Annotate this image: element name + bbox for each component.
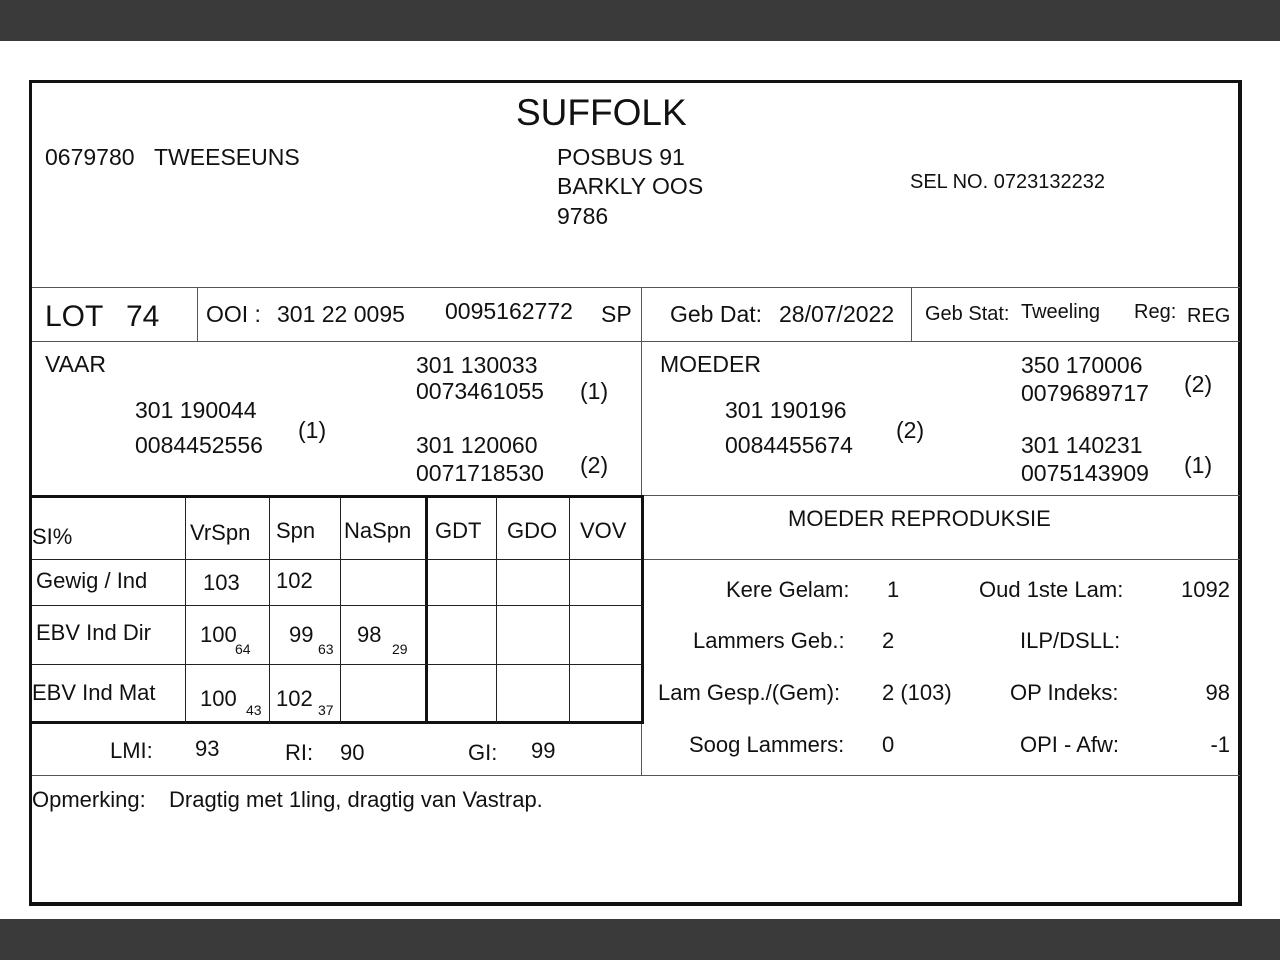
bottom-dark-bar: [0, 919, 1280, 960]
gesp-value: 2 (103): [882, 680, 952, 705]
divider-opmerking: [32, 775, 1240, 776]
ooi-label: OOI :: [206, 301, 261, 327]
ebv-header-vrspn: VrSpn: [190, 520, 251, 545]
lammers-value: 2: [882, 628, 895, 653]
opmerking-label: Opmerking:: [32, 787, 146, 812]
op-label: OP Indeks:: [1010, 680, 1119, 705]
ebv-cell-spn: 102: [276, 686, 313, 711]
ebv-col-divider-1: [185, 497, 186, 723]
breeder-number: 0679780: [45, 144, 135, 170]
vaar-dam-code: 0071718530: [416, 460, 544, 486]
ebv-table-bottom: [31, 721, 644, 724]
ebv-cell-vrspn: 103: [203, 570, 240, 595]
gi-label: GI:: [468, 740, 498, 765]
ebv-table-top: [31, 495, 644, 498]
ebv-row-label: EBV Ind Mat: [32, 680, 156, 705]
ooi-id: 301 22 0095: [277, 301, 405, 327]
geb-dat-value: 28/07/2022: [779, 301, 895, 327]
opi-label: OPI - Afw:: [1020, 732, 1120, 757]
moeder-label: MOEDER: [660, 351, 761, 377]
opi-value: -1: [1210, 732, 1230, 757]
geb-stat-label: Geb Stat:: [925, 303, 1010, 325]
vaar-dam-mark: (2): [580, 452, 609, 478]
ri-label: RI:: [285, 740, 314, 765]
ebv-cell-vrspn-accuracy: 43: [246, 702, 262, 718]
kere-label: Kere Gelam:: [726, 577, 850, 602]
ebv-cell-spn-accuracy: 63: [318, 641, 334, 657]
breeder-name: TWEESEUNS: [154, 144, 300, 170]
moeder-dam-id: 301 140231: [1021, 432, 1143, 458]
moeder-sire-mark: (2): [1184, 371, 1213, 397]
ebv-row-divider-1: [32, 605, 642, 606]
moeder-dam-code: 0075143909: [1021, 460, 1149, 486]
ebv-col-divider-2: [269, 497, 270, 723]
divider-dat-stat: [911, 287, 912, 341]
address-line-2: BARKLY OOS: [557, 173, 704, 199]
moeder-sire-code: 0079689717: [1021, 380, 1149, 406]
kere-value: 1: [887, 577, 900, 602]
sel-number: SEL NO. 0723132232: [910, 171, 1105, 193]
gesp-label: Lam Gesp./(Gem):: [658, 680, 841, 705]
ebv-table-mid-border: [425, 495, 428, 724]
ebv-header-gdt: GDT: [435, 518, 482, 543]
breed-title: SUFFOLK: [516, 92, 687, 133]
moeder-dam-mark: (1): [1184, 452, 1213, 478]
address-line-1: POSBUS 91: [557, 144, 685, 170]
ebv-header-gdo: GDO: [507, 518, 558, 543]
reg-label: Reg:: [1134, 301, 1177, 323]
divider-repro-title: [642, 559, 1240, 560]
vaar-sire-mark: (1): [580, 378, 609, 404]
opmerking-text: Dragtig met 1ling, dragtig van Vastrap.: [169, 787, 543, 812]
reg-value: REG: [1187, 305, 1231, 327]
ebv-header-divider: [32, 559, 642, 560]
soog-value: 0: [882, 732, 895, 757]
vaar-sire-code: 0073461055: [416, 378, 544, 404]
ebv-cell-spn-accuracy: 37: [318, 702, 334, 718]
ebv-cell-vrspn: 100: [200, 686, 237, 711]
ebv-cell-naspn-accuracy: 29: [392, 641, 408, 657]
ooi-code: 0095162772: [445, 298, 573, 324]
ebv-col-divider-3: [340, 497, 341, 723]
ebv-cell-spn: 102: [276, 568, 313, 593]
lot-label: LOT: [45, 300, 104, 333]
ebv-header-spn: Spn: [276, 518, 316, 543]
divider-pedigree-bottom-right: [642, 495, 1240, 496]
vaar-mark: (1): [298, 417, 327, 443]
moeder-code: 0084455674: [725, 432, 853, 458]
lmi-label: LMI:: [110, 738, 153, 763]
ebv-header-si: SI%: [32, 524, 73, 549]
divider-lot-ooi: [197, 287, 198, 341]
divider-lot-bottom: [32, 341, 1240, 342]
geb-stat-value: Tweeling: [1021, 301, 1100, 323]
lot-number: 74: [126, 300, 160, 333]
ebv-header-naspn: NaSpn: [344, 518, 412, 543]
ebv-cell-vrspn: 100: [200, 622, 237, 647]
ri-value: 90: [340, 740, 365, 765]
soog-label: Soog Lammers:: [689, 732, 845, 757]
vaar-code: 0084452556: [135, 432, 263, 458]
ebv-header-vov: VOV: [580, 518, 627, 543]
ebv-row-label: Gewig / Ind: [36, 568, 148, 593]
ebv-row-divider-2: [32, 664, 642, 665]
lammers-label: Lammers Geb.:: [693, 628, 845, 653]
ebv-cell-vrspn-accuracy: 64: [235, 641, 251, 657]
oud-label: Oud 1ste Lam:: [979, 577, 1124, 602]
repro-title: MOEDER REPRODUKSIE: [788, 506, 1051, 531]
lot-card: [29, 80, 1242, 906]
lmi-value: 93: [195, 736, 220, 761]
vaar-dam-id: 301 120060: [416, 432, 538, 458]
ebv-row-label: EBV Ind Dir: [36, 620, 151, 645]
top-dark-bar: [0, 0, 1280, 41]
moeder-sire-id: 350 170006: [1021, 352, 1143, 378]
gi-value: 99: [531, 738, 556, 763]
vaar-id: 301 190044: [135, 397, 257, 423]
vaar-sire-id: 301 130033: [416, 352, 538, 378]
oud-value: 1092: [1181, 577, 1230, 602]
ebv-cell-spn: 99: [289, 622, 314, 647]
divider-lot-top: [32, 287, 1240, 288]
address-line-3: 9786: [557, 203, 609, 229]
geb-dat-label: Geb Dat:: [670, 301, 763, 327]
moeder-mark: (2): [896, 417, 925, 443]
ebv-col-divider-5: [569, 497, 570, 723]
ilp-label: ILP/DSLL:: [1020, 628, 1121, 653]
op-value: 98: [1205, 680, 1230, 705]
ebv-cell-naspn: 98: [357, 622, 382, 647]
ebv-table-right-border: [641, 495, 644, 724]
ebv-col-divider-4: [496, 497, 497, 723]
ooi-suffix: SP: [601, 301, 632, 327]
moeder-id: 301 190196: [725, 397, 847, 423]
vaar-label: VAAR: [45, 351, 106, 377]
